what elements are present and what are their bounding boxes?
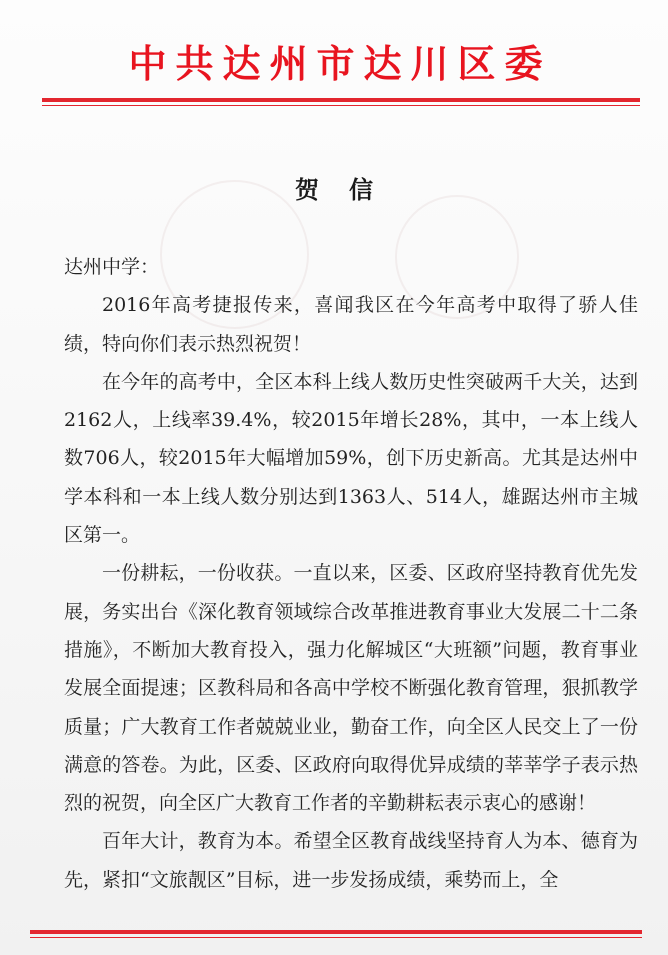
paragraph-results: 在今年的高考中，全区本科上线人数历史性突破两千大关，达到2162人，上线率39.4%，较2015年增长28%，其中，一本上线人数706人，较2015年大幅增加59%，创下历史新高。尤其是达州中学本科和一本上线人数分别达到1363人、514人，雄踞达州市主城区第一。 (64, 370, 638, 547)
paragraph-hopes: 百年大计，教育为本。希望全区教育战线坚持育人为本、德育为先，紧扣“文旅靓区”目标，进一步发扬成绩，乘势而上，全 (64, 830, 638, 891)
footer-red-rule (30, 930, 642, 934)
letterhead-red-rule (42, 98, 640, 102)
paragraph-efforts: 一份耕耘，一份收获。一直以来，区委、区政府坚持教育优先发展，务实出台《深化教育领域综合改革推进教育事业大发展二十二条措施》，不断加大教育投入，强力化解城区“大班额”问题，教育事业发展全面提速；区教科局和各高中学校不断强化教育管理，狠抓教学质量；广大教育工作者兢兢业业，勤奋工作，向全区人民交上了一份满意的答卷。为此，区委、区政府向取得优异成绩的莘莘学子表示热烈的祝贺，向全区广大教育工作者的辛勤耕耘表示衷心的感谢！ (64, 562, 638, 815)
letterhead-organization: 中共达州市达川区委 (128, 42, 552, 86)
salutation: 达州中学： (64, 256, 160, 278)
paragraph-congratulation: 2016年高考捷报传来，喜闻我区在今年高考中取得了骄人佳绩，特向你们表示热烈祝贺！ (64, 294, 638, 355)
letterhead-red-rule-thin (42, 105, 640, 106)
document-title: 贺信 (295, 176, 403, 204)
footer-red-rule-thin (30, 937, 642, 938)
letter-body (64, 248, 638, 899)
